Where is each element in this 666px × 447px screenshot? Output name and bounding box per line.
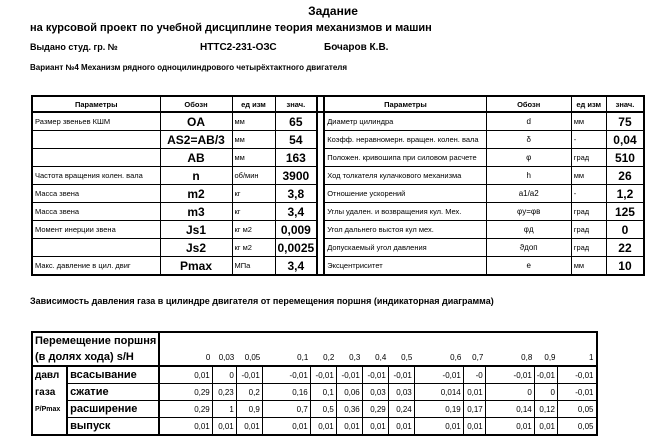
param-symbol: Js2 [160, 239, 232, 257]
params-row [32, 185, 644, 203]
pressure-value: -0,01 [558, 384, 597, 401]
params-row [32, 167, 644, 185]
separator [317, 149, 324, 167]
group-number: НТТС2-231-ОЗС [200, 42, 277, 53]
separator [317, 257, 324, 276]
separator [317, 185, 324, 203]
header-param-right: Параметры [324, 96, 486, 112]
param-symbol-right: ϑдоп [486, 239, 571, 257]
pressure-value: 0,01 [414, 418, 463, 436]
separator [317, 131, 324, 149]
pressure-value: -0,01 [414, 366, 463, 384]
pressure-row [32, 384, 597, 401]
displacement-value: 0,05 [236, 349, 262, 366]
param-symbol-right: φ [486, 149, 571, 167]
param-symbol-right: φд [486, 221, 571, 239]
header-val: знач. [275, 96, 317, 112]
param-name: Масса звена [32, 185, 160, 203]
pressure-value: 0,14 [485, 401, 534, 418]
doc-subtitle: на курсовой проект по учебной дисциплине теория механизмов и машин [30, 22, 432, 34]
pressure-value: 0,05 [558, 418, 597, 436]
indicator-title: Зависимость давления газа в цилиндре двигателя от перемещения поршня (индикаторная диаграмма) [30, 296, 494, 306]
pressure-group-label: P/Pmax [32, 401, 67, 418]
pressure-value: -0,01 [262, 366, 310, 384]
param-name-right: Ход толкателя кулачкового механизма [324, 167, 486, 185]
pressure-value: 0,06 [336, 384, 362, 401]
pressure-value: 0,16 [262, 384, 310, 401]
param-value-right: 1,2 [606, 185, 644, 203]
param-value: 3,4 [275, 203, 317, 221]
param-unit: кг [232, 203, 275, 221]
separator [317, 167, 324, 185]
param-name: Масса звена [32, 203, 160, 221]
pressure-value: -0,01 [485, 366, 534, 384]
param-unit-right: град [571, 149, 606, 167]
header-sym: Обозн [160, 96, 232, 112]
param-value-right: 0 [606, 221, 644, 239]
pressure-value: 0,01 [463, 418, 485, 436]
param-symbol: OA [160, 112, 232, 131]
pressure-group-label: давл [32, 366, 67, 384]
param-symbol: m2 [160, 185, 232, 203]
param-value-right: 26 [606, 167, 644, 185]
param-name-right: Допускаемый угол давления [324, 239, 486, 257]
indicator-head-row1 [32, 332, 597, 349]
param-name-right: Угол дальнего выстоя кул мех. [324, 221, 486, 239]
pressure-value: 0 [534, 384, 557, 401]
pressure-value: 0,29 [159, 401, 212, 418]
param-unit: мм [232, 131, 275, 149]
param-name-right: Коэфф. неравномерн. вращен. колен. вала [324, 131, 486, 149]
pressure-value: -0,01 [336, 366, 362, 384]
pressure-value: 0,36 [336, 401, 362, 418]
parameters-table [31, 95, 645, 276]
param-name: Размер звеньев КШМ [32, 112, 160, 131]
separator [317, 221, 324, 239]
header-sym-right: Обозн [486, 96, 571, 112]
param-name [32, 239, 160, 257]
pressure-value: 0,01 [159, 418, 212, 436]
param-value: 163 [275, 149, 317, 167]
param-unit: мм [232, 112, 275, 131]
param-unit: кг [232, 185, 275, 203]
param-unit-right: мм [571, 257, 606, 276]
pressure-value: -0 [463, 366, 485, 384]
param-symbol: m3 [160, 203, 232, 221]
issued-label: Выдано студ. гр. № [30, 42, 118, 52]
param-name-right: Положен. кривошипа при силовом расчете [324, 149, 486, 167]
pressure-value: 0,05 [558, 401, 597, 418]
param-value-right: 10 [606, 257, 644, 276]
params-row [32, 149, 644, 167]
displacement-value: 0,5 [388, 349, 414, 366]
params-row [32, 257, 644, 276]
displacement-value: 0,8 [485, 349, 534, 366]
pressure-value: 0,01 [388, 418, 414, 436]
stroke-label: расширение [67, 401, 159, 418]
param-symbol-right: d [486, 112, 571, 131]
param-value: 0,009 [275, 221, 317, 239]
pressure-value: 0,17 [463, 401, 485, 418]
displacement-sublabel: (в долях хода) s/H [32, 349, 159, 366]
param-unit-right: - [571, 131, 606, 149]
displacement-label: Перемещение поршня [32, 332, 159, 349]
param-symbol-right: h [486, 167, 571, 185]
pressure-value: 0,01 [336, 418, 362, 436]
variant-line: Вариант №4 Механизм рядного одноцилиндрового четырёхтактного двигателя [30, 63, 348, 72]
pressure-value: 0,2 [236, 384, 262, 401]
pressure-value: 0,03 [388, 384, 414, 401]
pressure-value: 0,1 [310, 384, 336, 401]
header-val-right: знач. [606, 96, 644, 112]
displacement-value: 0,4 [362, 349, 388, 366]
param-value: 3900 [275, 167, 317, 185]
param-value-right: 75 [606, 112, 644, 131]
pressure-value: -0,01 [558, 366, 597, 384]
param-unit: кг м2 [232, 221, 275, 239]
pressure-value: 0,24 [388, 401, 414, 418]
pressure-group-label [32, 418, 67, 436]
pressure-value: 0,01 [310, 418, 336, 436]
header-unit-right: ед изм [571, 96, 606, 112]
param-value-right: 0,04 [606, 131, 644, 149]
param-name-right: Отношение ускорений [324, 185, 486, 203]
stroke-label: выпуск [67, 418, 159, 436]
student-name: Бочаров К.В. [324, 42, 389, 53]
displacement-value: 0,3 [336, 349, 362, 366]
params-header-row [32, 96, 644, 112]
displacement-value: 0,6 [414, 349, 463, 366]
param-symbol: AB [160, 149, 232, 167]
pressure-value: 0,23 [212, 384, 236, 401]
param-unit-right: мм [571, 167, 606, 185]
stroke-label: сжатие [67, 384, 159, 401]
pressure-value: 0,01 [534, 418, 557, 436]
pressure-value: -0,01 [236, 366, 262, 384]
param-symbol: n [160, 167, 232, 185]
param-unit-right: град [571, 203, 606, 221]
separator [317, 203, 324, 221]
param-unit-right: - [571, 185, 606, 203]
pressure-value: 0,19 [414, 401, 463, 418]
pressure-value: -0,01 [534, 366, 557, 384]
stroke-label: всасывание [67, 366, 159, 384]
pressure-value: -0,01 [362, 366, 388, 384]
header-unit: ед изм [232, 96, 275, 112]
pressure-group-label: газа [32, 384, 67, 401]
displacement-value: 0,7 [463, 349, 485, 366]
param-name: Макс. давление в цил. двиг [32, 257, 160, 276]
pressure-value: 0,03 [362, 384, 388, 401]
param-name: Частота вращения колен. вала [32, 167, 160, 185]
param-unit: об/мин [232, 167, 275, 185]
displacement-value: 0 [159, 349, 212, 366]
displacement-value: 0,9 [534, 349, 557, 366]
displacement-value: 0,03 [212, 349, 236, 366]
param-name-right: Эксцентриситет [324, 257, 486, 276]
pressure-value: 0,01 [212, 418, 236, 436]
param-unit-right: град [571, 239, 606, 257]
param-value-right: 22 [606, 239, 644, 257]
pressure-value: 0,01 [463, 384, 485, 401]
param-symbol-right: e [486, 257, 571, 276]
param-symbol-right: φу=φв [486, 203, 571, 221]
param-value: 3,4 [275, 257, 317, 276]
indicator-table [31, 331, 598, 436]
param-name: Момент инерции звена [32, 221, 160, 239]
param-symbol: AS2=AB/3 [160, 131, 232, 149]
indicator-head-row2 [32, 349, 597, 366]
pressure-row [32, 401, 597, 418]
params-row [32, 112, 644, 131]
params-row [32, 131, 644, 149]
param-value: 0,0025 [275, 239, 317, 257]
pressure-row [32, 366, 597, 384]
param-symbol: Pmax [160, 257, 232, 276]
param-name-right: Углы удален. и возвращения кул. Мех. [324, 203, 486, 221]
param-name-right: Диаметр цилиндра [324, 112, 486, 131]
head-empty [159, 332, 596, 349]
param-unit-right: град [571, 221, 606, 239]
pressure-value: 1 [212, 401, 236, 418]
header-param: Параметры [32, 96, 160, 112]
params-row [32, 221, 644, 239]
pressure-value: 0,01 [485, 418, 534, 436]
pressure-value: 0,12 [534, 401, 557, 418]
pressure-value: 0,5 [310, 401, 336, 418]
pressure-value: -0,01 [310, 366, 336, 384]
pressure-value: 0 [212, 366, 236, 384]
pressure-row [32, 418, 597, 436]
param-value-right: 125 [606, 203, 644, 221]
pressure-value: 0 [485, 384, 534, 401]
params-row [32, 239, 644, 257]
param-name [32, 149, 160, 167]
pressure-value: 0,29 [362, 401, 388, 418]
pressure-value: 0,01 [159, 366, 212, 384]
pressure-value: -0,01 [388, 366, 414, 384]
pressure-value: 0,01 [362, 418, 388, 436]
pressure-value: 0,9 [236, 401, 262, 418]
param-value: 65 [275, 112, 317, 131]
param-value: 3,8 [275, 185, 317, 203]
params-row [32, 203, 644, 221]
doc-title: Задание [308, 4, 358, 18]
displacement-value: 0,1 [262, 349, 310, 366]
separator [317, 96, 324, 112]
displacement-value: 0,2 [310, 349, 336, 366]
param-unit: мм [232, 149, 275, 167]
param-unit: кг м2 [232, 239, 275, 257]
param-value-right: 510 [606, 149, 644, 167]
pressure-value: 0,01 [262, 418, 310, 436]
separator [317, 239, 324, 257]
pressure-value: 0,7 [262, 401, 310, 418]
param-unit: МПа [232, 257, 275, 276]
pressure-value: 0,01 [236, 418, 262, 436]
param-unit-right: мм [571, 112, 606, 131]
pressure-value: 0,29 [159, 384, 212, 401]
pressure-value: 0,014 [414, 384, 463, 401]
param-symbol-right: δ [486, 131, 571, 149]
param-value: 54 [275, 131, 317, 149]
param-symbol: Js1 [160, 221, 232, 239]
param-symbol-right: a1/a2 [486, 185, 571, 203]
separator [317, 112, 324, 131]
displacement-value: 1 [558, 349, 597, 366]
param-name [32, 131, 160, 149]
